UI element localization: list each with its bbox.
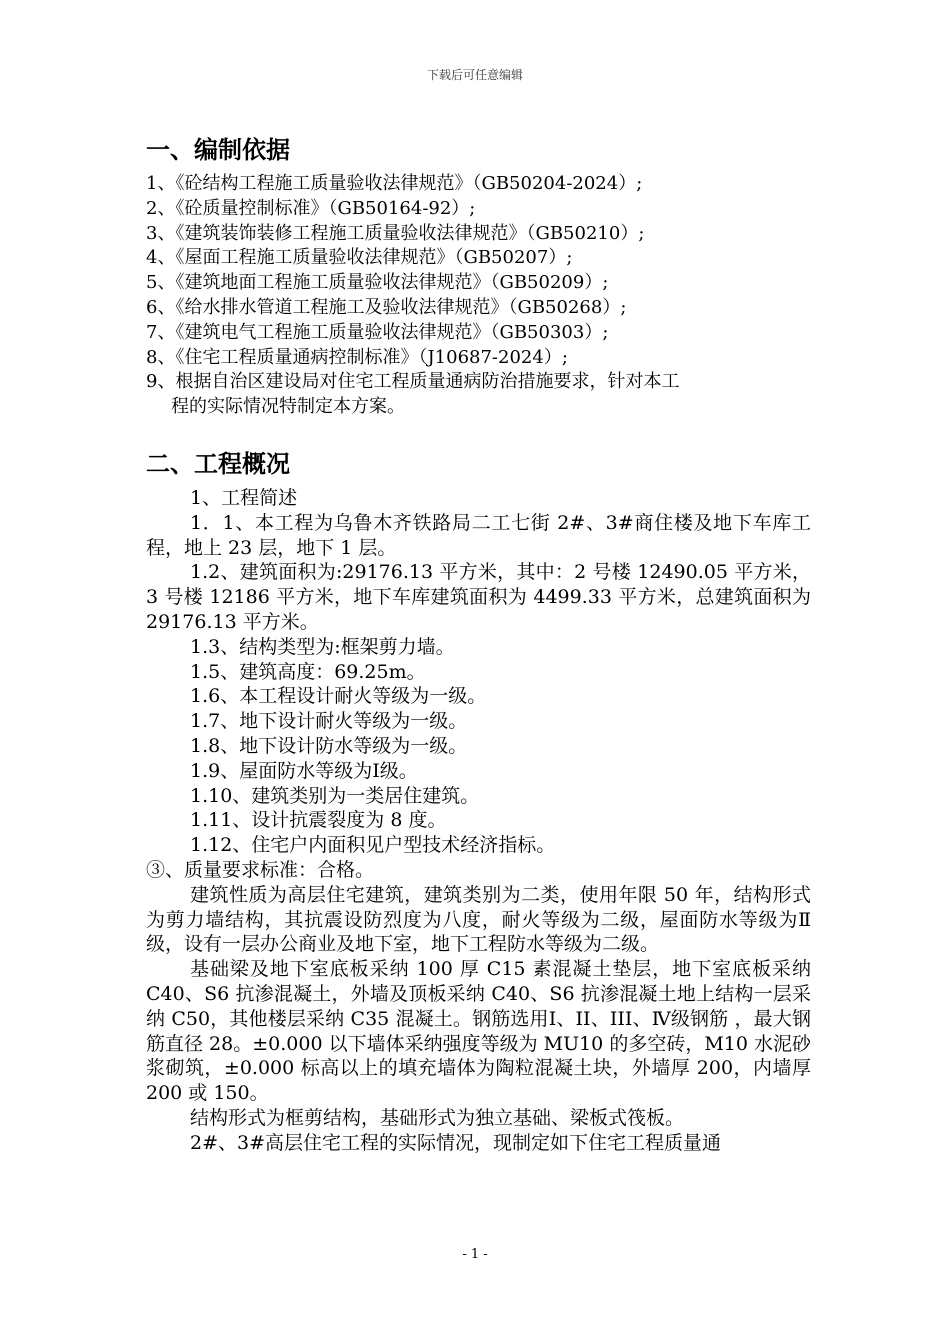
- reference-item-9-continued: 程的实际情况特制定本方案。: [171, 396, 405, 418]
- reference-list: [146, 172, 811, 420]
- overview-item: 1.7、地下设计耐火等级为一级。: [190, 710, 468, 733]
- subsection-title: 1、工程简述: [190, 486, 298, 509]
- reference-item: 6、《给水排水管道工程施工及验收法律规范》（GB50268）;: [146, 296, 627, 318]
- document-body: [146, 132, 811, 1155]
- reference-item: 1、《砼结构工程施工质量验收法律规范》（GB50204-2024）;: [146, 173, 643, 194]
- reference-item: 4、《屋面工程施工质量验收法律规范》（GB50207）;: [146, 247, 573, 269]
- paragraph-1-2: 1.2、建筑面积为:29176.13 平方米，其中：2 号楼 12490.05 平方米，3 号楼 12186 平方米，地下车库建筑面积为 4499.33 平方米，总建筑面积为 29176.13 平方米。: [146, 561, 811, 633]
- paragraph-1-1: 1．1、本工程为乌鲁木齐铁路局二工七街 2#、3#商住楼及地下车库工程，地上 23 层，地下 1 层。: [146, 511, 811, 559]
- paragraph-continuation: 2#、3#高层住宅工程的实际情况，现制定如下住宅工程质量通: [190, 1131, 722, 1154]
- overview-item: 1.11、设计抗震裂度为 8 度。: [190, 809, 447, 832]
- reference-item: 5、《建筑地面工程施工质量验收法律规范》（GB50209）;: [146, 272, 609, 294]
- overview-item: 1.8、地下设计防水等级为一级。: [190, 734, 468, 757]
- reference-item: 7、《建筑电气工程施工质量验收法律规范》（GB50303）;: [146, 321, 609, 343]
- page-header: 下载后可任意编辑: [426, 68, 523, 82]
- reference-item: 2、《砼质量控制标准》（GB50164-92）;: [146, 197, 476, 219]
- section-title-basis: 一、编制依据: [146, 136, 290, 164]
- overview-item: 1.5、建筑高度：69.25m。: [190, 660, 426, 683]
- overview-item: 1.10、建筑类别为一类居住建筑。: [190, 784, 480, 807]
- page-number: - 1 -: [462, 1247, 488, 1262]
- quality-standard: ③、质量要求标准：合格。: [146, 858, 375, 881]
- overview-item: 1.12、住宅户内面积见户型技术经济指标。: [190, 834, 556, 857]
- paragraph-structure-form: 结构形式为框剪结构，基础形式为独立基础、梁板式筏板。: [190, 1106, 685, 1129]
- overview-item: 1.3、结构类型为:框架剪力墙。: [190, 635, 455, 658]
- section-title-overview: 二、工程概况: [146, 449, 290, 478]
- reference-item: 8、《住宅工程质量通病控制标准》（J10687-2024）;: [146, 346, 568, 368]
- paragraph-foundation: 基础梁及地下室底板采纳 100 厚 C15 素混凝土垫层，地下室底板采纳 C40、S6 抗渗混凝土，外墙及顶板采纳 C40、S6 抗渗混凝土地上结构一层采纳 C50，其他楼层采纳 C35 混凝土。钢筋选用Ⅰ、II、III、Ⅳ级钢筋 ，最大钢筋直径 28。±0.000 以下墙体采纳强度等级为 MU10 的多空砖，M10 水泥砂浆砌筑，±0.000 标高以上的填充墙体为陶粒混凝土块，外墙厚 200，内墙厚 200 或 150。: [146, 958, 811, 1105]
- paragraph-building-nature: 建筑性质为高层住宅建筑，建筑类别为二类，使用年限 50 年，结构形式为剪力墙结构，其抗震设防烈度为八度，耐火等级为二级，屋面防水等级为Ⅱ级，设有一层办公商业及地下室，地下工程防水等级为二级。: [146, 883, 811, 956]
- reference-item: 3、《建筑装饰装修工程施工质量验收法律规范》（GB50210）;: [146, 222, 645, 244]
- reference-item-9: 9、根据自治区建设局对住宅工程质量通病防治措施要求，针对本工: [146, 371, 680, 393]
- overview-item: 1.9、屋面防水等级为Ⅰ级。: [190, 759, 418, 782]
- overview-item: 1.6、本工程设计耐火等级为一级。: [190, 685, 487, 708]
